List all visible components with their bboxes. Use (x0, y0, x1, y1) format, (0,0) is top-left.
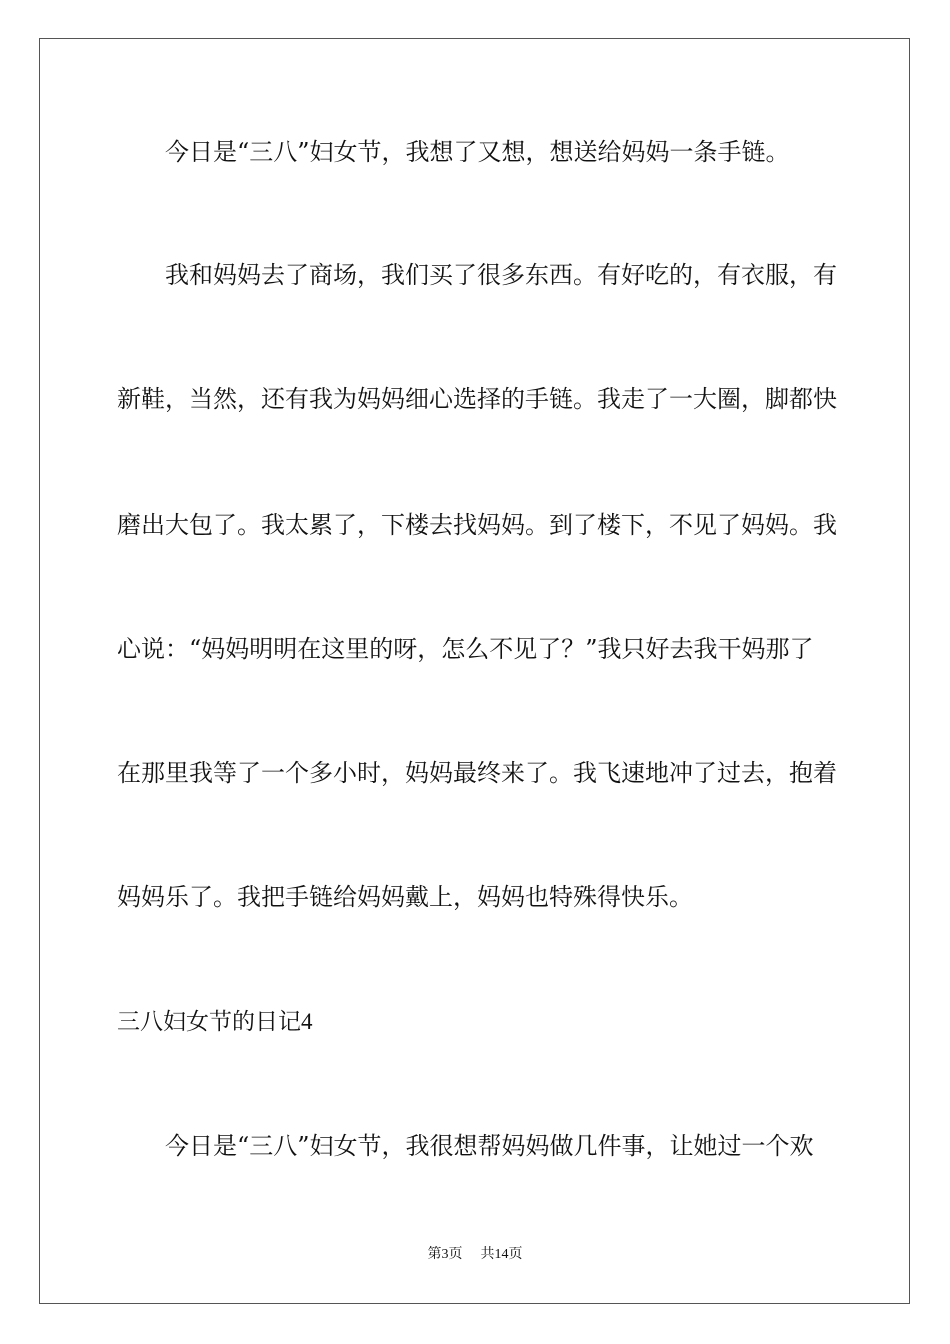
paragraph-line: 今日是“三八”妇女节，我想了又想，想送给妈妈一条手链。 (165, 138, 790, 166)
page-footer (0, 1246, 950, 1264)
page-number: 第3页 (427, 1247, 463, 1262)
paragraph-line: 新鞋，当然，还有我为妈妈细心选择的手链。我走了一大圈，脚都快 (117, 385, 837, 413)
paragraph-line: 今日是“三八”妇女节，我很想帮妈妈做几件事，让她过一个欢 (165, 1132, 814, 1160)
paragraph-line: 我和妈妈去了商场，我们买了很多东西。有好吃的，有衣服，有 (165, 261, 837, 289)
page-border (39, 38, 910, 1304)
page-total: 共14页 (480, 1247, 523, 1262)
paragraph-line: 在那里我等了一个多小时，妈妈最终来了。我飞速地冲了过去，抱着 (117, 759, 837, 787)
paragraph-line: 妈妈乐了。我把手链给妈妈戴上，妈妈也特殊得快乐。 (117, 883, 693, 911)
section-heading: 三八妇女节的日记4 (117, 1009, 313, 1034)
paragraph-line: 磨出大包了。我太累了，下楼去找妈妈。到了楼下，不见了妈妈。我 (117, 511, 837, 539)
paragraph-line: 心说：“妈妈明明在这里的呀，怎么不见了？”我只好去我干妈那了 (117, 635, 814, 663)
